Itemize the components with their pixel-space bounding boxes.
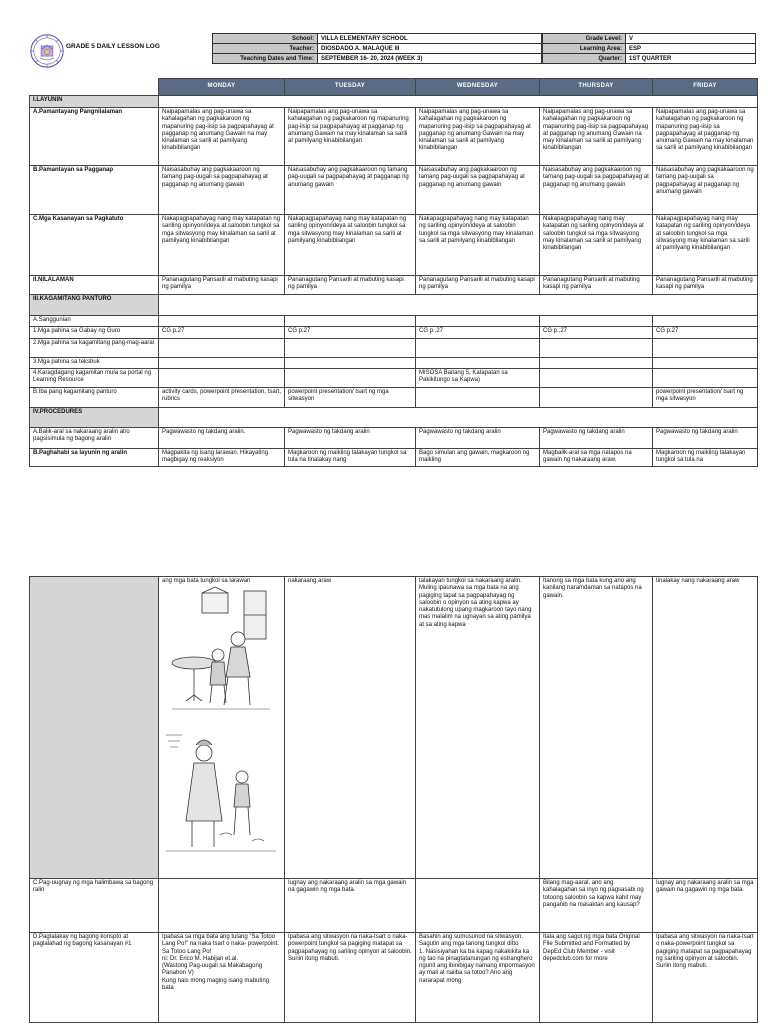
school-info-table bbox=[212, 33, 542, 64]
row-pamantayan-pagganap bbox=[30, 166, 758, 215]
cell-friday: powerpoint presentation/ tsart ng mga sitwasyon bbox=[653, 388, 758, 408]
cell-thursday: Naisasabuhay ang pagkakaaroon ng tamang pag-uugali sa pagpapahayag at pagganap ng anumang gawain bbox=[540, 166, 653, 215]
lesson-log-page-2 bbox=[0, 512, 768, 1024]
row-label: 3.Mga pahina sa teksbuk bbox=[30, 358, 159, 369]
cell-wednesday: Pananagutang Pansarili at mabuting kasapi ng pamilya bbox=[416, 276, 540, 295]
row-karagdagang-kagamitan bbox=[30, 369, 758, 388]
grade-value: V bbox=[626, 34, 756, 44]
row-kagamitang-panturo bbox=[30, 295, 758, 316]
row-label: B.Iba pang kagamitang panturo bbox=[30, 388, 159, 408]
day-header-row bbox=[30, 79, 758, 96]
cell-wednesday: Pagwawasto ng takdang aralin bbox=[416, 428, 540, 449]
row-kasanayan bbox=[30, 215, 758, 276]
cell-wednesday: Basahin ang sumusunod na sitwasyon. Sagutin ang mga tanong tungkol ditto 1. Nasisiyahan ka ba kapag nakakikita ka ng tao na pinagtatanungan ng estranghero ngunit ang ibinibigay namang impormasyon ay mali at naiiba sa totoo? Ano ang nararapat mong bbox=[416, 933, 540, 1023]
row-kagamitang-mag-aaral bbox=[30, 339, 758, 358]
cell-thursday: Magbalik-aral sa mga natapos na gawain ng nakaraang araw. bbox=[540, 449, 653, 467]
row-paghahabi bbox=[30, 449, 758, 467]
section-fill bbox=[159, 408, 758, 428]
cell-monday: Pananagutang Pansarili at mabuting kasapi ng pamilya bbox=[159, 276, 285, 295]
cell-friday: Ipabasa ang sitwasyon na naka-tsart o naka-powerpoint tungkol sa pagiging matapat sa pagpapahayag ng sariling opinyon at saloobin. Suriin itong mabuti. bbox=[653, 933, 758, 1023]
cell-wednesday bbox=[416, 316, 540, 327]
cell-tuesday: Nakapagpapahayag nang may katapatan ng sariling opinyon/ideya at saloobin tungkol sa mga sitwasyong may kinalaman sa sarili at pamilyang kinabibilangan bbox=[285, 215, 416, 276]
day-wednesday: WEDNESDAY bbox=[416, 79, 540, 96]
cell-friday: Naisasabuhay ang pagkakaaroon ng tamang pag-uugali sa pagpapahayag at pagganap ng anumang gawain bbox=[653, 166, 758, 215]
teacher-label: Teacher: bbox=[213, 44, 318, 54]
cell-friday bbox=[653, 316, 758, 327]
cell-wednesday bbox=[416, 388, 540, 408]
cell-monday bbox=[159, 358, 285, 369]
cell-wednesday: MISOSA Baitang 5, Katapatan sa Pakikitungo sa Kapwa) bbox=[416, 369, 540, 388]
quarter-value: 1ST QUARTER bbox=[626, 54, 756, 64]
row-gabay-guro bbox=[30, 327, 758, 339]
cell-thursday bbox=[540, 316, 653, 327]
cell-tuesday: Magkaroon ng maikling talakayan tungkol sa tula na tinalakay nang bbox=[285, 449, 416, 467]
row-layunin bbox=[30, 96, 758, 108]
cell-monday: Magpakita ng isang larawan. Hikayating magbigay ng reaksiyon bbox=[159, 449, 285, 467]
row-teksbuk bbox=[30, 358, 758, 369]
cell-wednesday bbox=[416, 339, 540, 358]
cell-monday: Nakapagpapahayag nang may katapatan ng sariling opinyon/ideya at saloobin tungkol sa mga sitwasyong may kinalaman sa sarili at pamilyang kinabibilangan bbox=[159, 215, 285, 276]
school-value: VILLA ELEMENTARY SCHOOL bbox=[318, 34, 542, 44]
row-iba-pang-kagamitan bbox=[30, 388, 758, 408]
cell-monday: Ipabasa sa mga bata ang tulang "Sa Totoo Lang Po!" na naka tsart o naka- powerpoint. Sa Totoo Lang Po! ni: Dr. Erico M. Habijan et.al. (Wastong Pag-uugali sa Makabagong Panahon V) Kung nais mong maging isang mabuting bata bbox=[159, 933, 285, 1023]
cell-tuesday bbox=[285, 339, 416, 358]
quarter-label: Quarter: bbox=[543, 54, 626, 64]
cell-friday: Iugnay ang nakaraang aralin sa mga gawain na gagawin ng mga bata. bbox=[653, 879, 758, 933]
cell-tuesday: nakaraang araw bbox=[285, 577, 416, 879]
cell-tuesday: powerpoint presentation/ tsart ng mga sitwasyon bbox=[285, 388, 416, 408]
cell-thursday bbox=[540, 388, 653, 408]
cell-tuesday bbox=[285, 358, 416, 369]
cell-friday: tinalakay nang nakaraang araw bbox=[653, 577, 758, 879]
row-pag-uugnay bbox=[30, 879, 758, 933]
document-title: GRADE 5 DAILY LESSON LOG bbox=[66, 43, 160, 50]
cell-tuesday: Naipapamalas ang pag-unawa sa kahalagahan ng pagkakaroon ng mapanuring pag-iisip sa pagpapahayag at pagganap ng anumang Gawain na may kinalaman sa sarili at pamilyang kinabibilangan bbox=[285, 108, 416, 166]
cell-thursday: Pagwawasto ng takdang aralin bbox=[540, 428, 653, 449]
cell-thursday: Nakapagpapahayag nang may katapatan ng sariling opinyon/ideya at saloobin tungkol sa mga sitwasyong may kinalaman sa sarili at pamilyang kinabibilangan bbox=[540, 215, 653, 276]
cell-wednesday bbox=[416, 358, 540, 369]
day-thursday: THURSDAY bbox=[540, 79, 653, 96]
cell-tuesday: Iugnay ang nakaraang aralin sa mga gawain na gagawin ng mga bata. bbox=[285, 879, 416, 933]
corner-cell bbox=[30, 79, 159, 96]
dates-label: Teaching Dates and Time: bbox=[213, 54, 318, 64]
cell-thursday: Bilang mag-aaral, ano ang kahalagahan sa inyo ng pagsasabi ng totoong saloobin sa kapwa kahit may panganib na masaktan ang kausap? bbox=[540, 879, 653, 933]
cell-thursday bbox=[540, 358, 653, 369]
cell-monday: activity cards, powerpoint presentation, tsart, rubrics bbox=[159, 388, 285, 408]
cell-wednesday bbox=[416, 879, 540, 933]
area-label: Learning Area: bbox=[543, 44, 626, 54]
cell-wednesday: Bago simulan ang gawain, magkaroon ng maikling bbox=[416, 449, 540, 467]
cell-text: ang mga bata tungkol sa larawan bbox=[162, 578, 251, 584]
cell-tuesday: Ipabasa ang sitwasyon na naka-tsart o naka-powerpoint tungkol sa pagiging matapat sa pagpapahayag ng sariling opinyon at saloobin. Suriin itong mabuti. bbox=[285, 933, 416, 1023]
row-label: A.Sanggunian bbox=[30, 316, 159, 327]
lesson-grid-page-2 bbox=[29, 576, 758, 1023]
row-label: IV.PROCEDURES bbox=[30, 408, 159, 428]
deped-seal-icon bbox=[30, 34, 64, 68]
cell-monday bbox=[159, 577, 285, 879]
cell-tuesday: Pagwawasto ng takdang aralin bbox=[285, 428, 416, 449]
row-paghahabi-continued bbox=[30, 577, 758, 879]
row-label: C.Pag-uugnay ng mga halimbawa sa bagong ralin bbox=[30, 879, 159, 933]
cell-friday: Pagwawasto ng takdang aralin bbox=[653, 428, 758, 449]
cell-friday bbox=[653, 339, 758, 358]
cell-thursday: CG p.,27 bbox=[540, 327, 653, 339]
row-balik-aral bbox=[30, 428, 758, 449]
row-label: A.Balik-aral sa nakaraang aralin at/o pagsisimula ng bagong aralin bbox=[30, 428, 159, 449]
row-label: 2.Mga pahina sa kagamitang pang-mag-aaral bbox=[30, 339, 159, 358]
teacher-value: DIOSDADO A. MALAQUE III bbox=[318, 44, 542, 54]
cell-thursday: Naipapamalas ang pag-unawa sa kahalagahan ng pagkakaroon ng mapanuring pag-iisip sa pagpapahayag at pagganap ng anumang Gawain na may kinalaman sa sarili at pamilyang kinabibilangan bbox=[540, 108, 653, 166]
row-label: II.NILALAMAN bbox=[30, 276, 159, 295]
cell-monday: CG p.27 bbox=[159, 327, 285, 339]
cell-monday: Pagwawasto ng takdang aralin. bbox=[159, 428, 285, 449]
row-nilalaman bbox=[30, 276, 758, 295]
cell-tuesday: Pananagutang Pansarili at mabuting kasapi ng pamilya bbox=[285, 276, 416, 295]
cell-thursday bbox=[540, 369, 653, 388]
cell-friday bbox=[653, 358, 758, 369]
dates-value: SEPTEMBER 16- 20, 2024 (WEEK 3) bbox=[318, 54, 542, 64]
row-label: B.Paghahabi sa layunin ng aralin bbox=[30, 449, 159, 467]
cell-monday bbox=[159, 316, 285, 327]
row-label: D.Pagtalakay ng bagong konspto at paglalahad ng bagong kasanayan #1 bbox=[30, 933, 159, 1023]
row-label: A.Pamantayang Pangnilalaman bbox=[30, 108, 159, 166]
lesson-grid-page-1 bbox=[29, 78, 758, 467]
cell-friday: Pananagutang Pansarili at mabuting kasapi ng pamilya bbox=[653, 276, 758, 295]
cell-wednesday: talakayan tungkol sa nakaraang aralin. Muling ipaunawa sa mga bata na ang pagiging tapat sa pagpapahayag ng saloobin o opinyon sa ating kapwa ay nakatutulong upang magkaroon tayo nang mas malalim na ugnayan sa ating pamilya at sa ating kapwa bbox=[416, 577, 540, 879]
cell-friday: CG p.27 bbox=[653, 327, 758, 339]
cell-monday: Naisasabuhay ang pagkakaaroon ng tamang pag-uugali sa pagpapahayag at pagganap ng anumang gawain bbox=[159, 166, 285, 215]
cell-thursday: Pananagutang Pansarili at mabuting kasapi ng pamilya bbox=[540, 276, 653, 295]
cell-monday bbox=[159, 339, 285, 358]
cell-wednesday: Nakapagpapahayag nang may katapatan ng sariling opinyon/ideya at saloobin tungkol sa mga sitwasyong may kinalaman sa sarili at pamilyang kinabibilangan bbox=[416, 215, 540, 276]
row-procedures bbox=[30, 408, 758, 428]
row-sanggunian bbox=[30, 316, 758, 327]
row-label: B.Pamantayan sa Pagganap bbox=[30, 166, 159, 215]
cell-tuesday bbox=[285, 369, 416, 388]
row-label: 4.Karagdagang kagamitan mula sa portal ng Learning Resource bbox=[30, 369, 159, 388]
cell-tuesday bbox=[285, 316, 416, 327]
section-fill bbox=[159, 96, 758, 108]
cell-friday: Nakapagpapahayag nang may katapatan ng sariling opinyon/ideya at saloobin tungkol sa mga sitwasyong may kinalaman sa sarili at pamilyang kinabibilangan bbox=[653, 215, 758, 276]
family-illustration-image bbox=[162, 585, 280, 865]
cell-friday bbox=[653, 369, 758, 388]
day-monday: MONDAY bbox=[159, 79, 285, 96]
cell-thursday bbox=[540, 339, 653, 358]
grade-info-table bbox=[542, 33, 756, 64]
cell-monday: Naipapamalas ang pag-unawa sa kahalagahan ng pagkakaroon ng mapanuring pag-iisip sa pagpapahayag at pagganap ng anumang Gawain na may kinalaman sa sarili at pamilyang kinabibilangan bbox=[159, 108, 285, 166]
row-label: C.Mga Kasanayan sa Pagkatuto bbox=[30, 215, 159, 276]
area-value: ESP bbox=[626, 44, 756, 54]
row-label: I.LAYUNIN bbox=[30, 96, 159, 108]
cell-friday: Naipapamalas ang pag-unawa sa kahalagahan ng pagkakaroon ng mapanuring pag-iisip sa pagpapahayag at pagganap ng anumang Gawain na may kinalaman sa sarili at pamilyang kinabibilangan bbox=[653, 108, 758, 166]
school-label: School: bbox=[213, 34, 318, 44]
cell-thursday: Itanong sa mga bata kung ano ang kanilang naramdaman sa natapos na gawain. bbox=[540, 577, 653, 879]
day-friday: FRIDAY bbox=[653, 79, 758, 96]
row-pamantayang-pangnilalaman bbox=[30, 108, 758, 166]
cell-wednesday: CG p.,27 bbox=[416, 327, 540, 339]
cell-monday bbox=[159, 369, 285, 388]
section-fill bbox=[159, 295, 758, 316]
cell-tuesday: Naisasabuhay ang pagkakaaroon ng tamang pag-uugali sa pagpapahayag at pagganap ng anumang gawain bbox=[285, 166, 416, 215]
row-label-continued bbox=[30, 577, 159, 879]
cell-wednesday: Naisasabuhay ang pagkakaaroon ng tamang pag-uugali sa pagpapahayag at pagganap ng anumang gawain bbox=[416, 166, 540, 215]
row-label: 1.Mga pahina sa Gabay ng Guro bbox=[30, 327, 159, 339]
cell-friday: Magkaroon ng maikling talakayan tungkol sa tula na bbox=[653, 449, 758, 467]
grade-label: Grade Level: bbox=[543, 34, 626, 44]
row-label: III.KAGAMITANG PANTURO bbox=[30, 295, 159, 316]
cell-tuesday: CG p.27 bbox=[285, 327, 416, 339]
day-tuesday: TUESDAY bbox=[285, 79, 416, 96]
cell-monday bbox=[159, 879, 285, 933]
cell-thursday: Itala ang sagot ng mga bata Original File Submitted and Formatted by DepEd Club Member - visit depedclub.com for more bbox=[540, 933, 653, 1023]
cell-wednesday: Naipapamalas ang pag-unawa sa kahalagahan ng pagkakaroon ng mapanuring pag-iisip sa pagpapahayag at pagganap ng anumang Gawain na may kinalaman sa sarili at pamilyang kinabibilangan bbox=[416, 108, 540, 166]
row-pagtalakay bbox=[30, 933, 758, 1023]
